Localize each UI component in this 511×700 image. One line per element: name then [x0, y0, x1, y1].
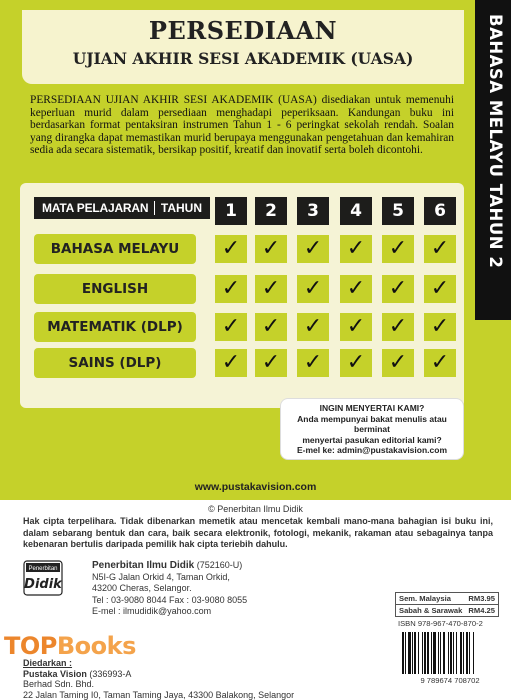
subject-table [20, 183, 464, 408]
year-header-3: 3 [297, 197, 329, 225]
check-cell: ✓ [255, 235, 287, 263]
year-header-6: 6 [424, 197, 456, 225]
check-cell: ✓ [340, 275, 372, 303]
barcode-graphic [398, 632, 502, 674]
check-cell: ✓ [340, 313, 372, 341]
check-cell: ✓ [382, 349, 414, 377]
year-header-5: 5 [382, 197, 414, 225]
check-cell: ✓ [340, 235, 372, 263]
subject-english: ENGLISH [34, 274, 196, 304]
topbooks-watermark: TOPBooks [4, 632, 136, 660]
publisher-info [92, 560, 247, 618]
check-cell: ✓ [297, 349, 329, 377]
rights-notice: Hak cipta terpelihara. Tidak dibenarkan memetik atau mencetak kembali mano-mana bahagian isi buku ini, dalam sebarang bentuk dan cara, baik secara elektronik, fotologi, mekanik, rakaman atau sebagainya tanpa kebenaran bertulis daripada pemilik hak cipta teriebih dahulu. [23, 516, 493, 549]
intro-paragraph: PERSEDIAAN UJIAN AKHIR SESI AKADEMIK (UASA) disediakan untuk memenuhi keperluan murid dalam persediaan menghadapi peperiksaan. Kandungan buku ini berdasarkan format pentaksiran instrumen Tahun 1 - 6 peringkat sekolah rendah. Soalan yang dirangka dapat memastikan murid berupaya menggunakan pengetahuan dan kemahiran sedia ada secara sistematik, bersikap positif, kreatif dan inovatif serta boleh dicontohi. [30, 94, 454, 157]
check-cell: ✓ [215, 235, 247, 263]
svg-text:Penerbitan: Penerbitan [28, 566, 58, 572]
distributor-address: 22 Jalan Taming I0, Taman Taming Jaya, 43300 Balakong, Selangor [23, 689, 295, 700]
table-header-label [34, 197, 210, 219]
book-subtitle: UJIAN AKHIR SESI AKADEMIK (UASA) [72, 49, 414, 68]
distributor-info: Diedarkan : Pustaka Vision (336993-A Berhad Sdn. Bhd. 22 Jalan Taming I0, Taman Taming Jaya, 43300 Balakong, Selangor [23, 658, 295, 700]
check-cell: ✓ [424, 275, 456, 303]
year-header-1: 1 [215, 197, 247, 225]
book-title: PERSEDIAAN [148, 16, 338, 45]
title-banner [22, 10, 464, 84]
publisher-reg: (752160-U) [196, 560, 243, 570]
year-header-2: 2 [255, 197, 287, 225]
check-cell: ✓ [297, 235, 329, 263]
check-cell: ✓ [382, 235, 414, 263]
header-year: TAHUN [154, 201, 202, 215]
check-cell: ✓ [382, 275, 414, 303]
check-cell: ✓ [424, 313, 456, 341]
publisher-tel: Tel : 03-9080 8044 Fax : 03-9080 8055 [92, 594, 248, 605]
check-cell: ✓ [424, 235, 456, 263]
spine-title: BAHASA MELAYU TAHUN 2 [486, 14, 505, 269]
publisher-logo [23, 560, 63, 596]
isbn: ISBN 978-967-470-870-2 [398, 619, 483, 628]
imprint-section [0, 500, 511, 700]
check-cell: ✓ [297, 275, 329, 303]
distributor-name: Pustaka Vision [23, 668, 87, 679]
publisher-address: 43200 Cheras, Selangor. [92, 583, 192, 593]
copyright-line: © Penerbitan Ilmu Didik [208, 504, 303, 514]
check-cell: ✓ [340, 349, 372, 377]
promo-heading: INGIN MENYERTAI KAMI? [319, 403, 425, 413]
distributor-label: Diedarkan : [23, 658, 73, 668]
check-cell: ✓ [424, 349, 456, 377]
distributor-line: Berhad Sdn. Bhd. [23, 679, 95, 689]
subject-matematik: MATEMATIK (DLP) [34, 312, 196, 342]
header-subject: MATA PELAJARAN [42, 201, 149, 215]
check-cell: ✓ [297, 313, 329, 341]
book-spine [475, 0, 511, 320]
check-cell: ✓ [215, 349, 247, 377]
promo-email: E-mel ke: admin@pustakavision.com [297, 445, 447, 455]
promo-line: Anda mempunyai bakat menulis atau berminat [297, 413, 447, 434]
price-box: Sem. Malaysia RM3.95 Sabah & Sarawak RM4.25 [395, 592, 499, 617]
check-cell: ✓ [255, 275, 287, 303]
publisher-name: Penerbitan Ilmu Didik [92, 560, 195, 571]
check-cell: ✓ [215, 275, 247, 303]
check-cell: ✓ [215, 313, 247, 341]
publisher-email: E-mel : ilmudidik@yahoo.com [92, 606, 212, 616]
promo-line: menyertai pasukan editorial kami? [302, 434, 442, 445]
check-cell: ✓ [255, 349, 287, 377]
check-cell: ✓ [255, 313, 287, 341]
subject-bahasa-melayu: BAHASA MELAYU [34, 234, 196, 264]
barcode-number: 9 789674 708702 [420, 676, 480, 685]
website-link[interactable]: www.pustakavision.com [194, 481, 317, 493]
promo-box [280, 398, 464, 460]
svg-text:Didik: Didik [24, 577, 62, 592]
publisher-address: N5I-G Jalan Orkid 4, Taman Orkid, [92, 571, 230, 582]
year-header-4: 4 [340, 197, 372, 225]
subject-sains: SAINS (DLP) [34, 348, 196, 378]
check-cell: ✓ [382, 313, 414, 341]
